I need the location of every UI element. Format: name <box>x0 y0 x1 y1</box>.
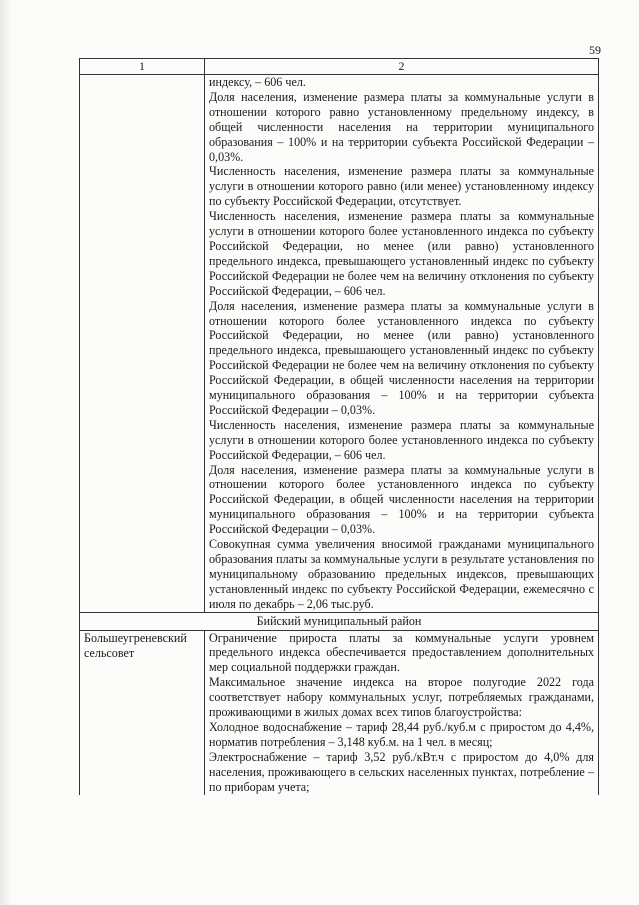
scan-shadow <box>0 0 12 905</box>
column-header-1: 1 <box>80 59 205 75</box>
table-header-row <box>80 59 599 75</box>
page-number: 59 <box>589 43 601 57</box>
paragraph: Доля населения, изменение размера платы за коммунальные услуги в отношении которого более установленного индекса по субъекту Российской Федерации, но менее (или равно) установленного предельного индекса, превышающего установленный индекс по субъекту Российской Федерации не более чем на величину отклонения по субъекту Российской Федерации, в общей численности населения на территории муниципального образования – 100% и на территории субъекта Российской Федерации – 0,03%. <box>209 298 594 417</box>
paragraph: Численность населения, изменение размера платы за коммунальные услуги в отношении которого более установленного индекса по субъекту Российской Федерации, но менее (или равно) установленного предельного индекса, превышающего установленный индекс по субъекту Российской Федерации не более чем на величину отклонения по субъекту Российской Федерации, – 606 чел. <box>209 209 594 298</box>
table-row <box>80 630 599 794</box>
settlement-cell <box>80 75 205 613</box>
indicator-cell <box>205 630 599 794</box>
paragraph: Максимальное значение индекса на второе полугодие 2022 года соответствует набору коммунальных услуг, потребляемых гражданами, проживающими в жилых домах всех типов благоустройства: <box>209 675 594 720</box>
document-table <box>79 58 599 795</box>
paragraph: Электроснабжение – тариф 3,52 руб./кВт.ч с приростом до 4,0% для населения, проживающего в сельских населенных пунктах, потребление – по приборам учета; <box>209 749 594 794</box>
paragraph: Ограничение прироста платы за коммунальные услуги уровнем предельного индекса обеспечивается предоставлением дополнительных мер социальной поддержки граждан. <box>209 630 594 675</box>
indicator-cell <box>205 75 599 613</box>
table-row <box>80 75 599 613</box>
region-row <box>80 612 599 630</box>
paragraph: Численность населения, изменение размера платы за коммунальные услуги в отношении которого равно (или менее) установленному индексу по субъекту Российской Федерации, отсутствует. <box>209 164 594 209</box>
settlement-cell: Большеугреневский сельсовет <box>80 630 205 794</box>
column-header-2: 2 <box>205 59 599 75</box>
paragraph: Доля населения, изменение размера платы за коммунальные услуги в отношении которого равно установленному предельному индексу, в общей численности населения на территории муниципального образования – 100% и на территории субъекта Российской Федерации – 0,03%. <box>209 89 594 164</box>
paragraph: Доля населения, изменение размера платы за коммунальные услуги в отношении которого более установленного индекса по субъекту Российской Федерации, в общей численности населения на территории муниципального образования – 100% и на территории субъекта Российской Федерации – 0,03%. <box>209 462 594 537</box>
paragraph: индексу, – 606 чел. <box>209 75 306 89</box>
paragraph: Совокупная сумма увеличения вносимой гражданами муниципального образования платы за коммунальные услуги в результате установления по муниципальному образованию предельных индексов, превышающих установленный индекс по субъекту Российской Федерации, ежемесячно с июля по декабрь – 2,06 тыс.руб. <box>209 537 594 611</box>
paragraph: Численность населения, изменение размера платы за коммунальные услуги в отношении которого более установленного индекса по субъекту Российской Федерации, – 606 чел. <box>209 417 594 462</box>
paragraph: Холодное водоснабжение – тариф 28,44 руб./куб.м с приростом до 4,4%, норматив потребления – 3,148 куб.м. на 1 чел. в месяц; <box>209 719 594 749</box>
region-heading: Бийский муниципальный район <box>80 612 599 630</box>
